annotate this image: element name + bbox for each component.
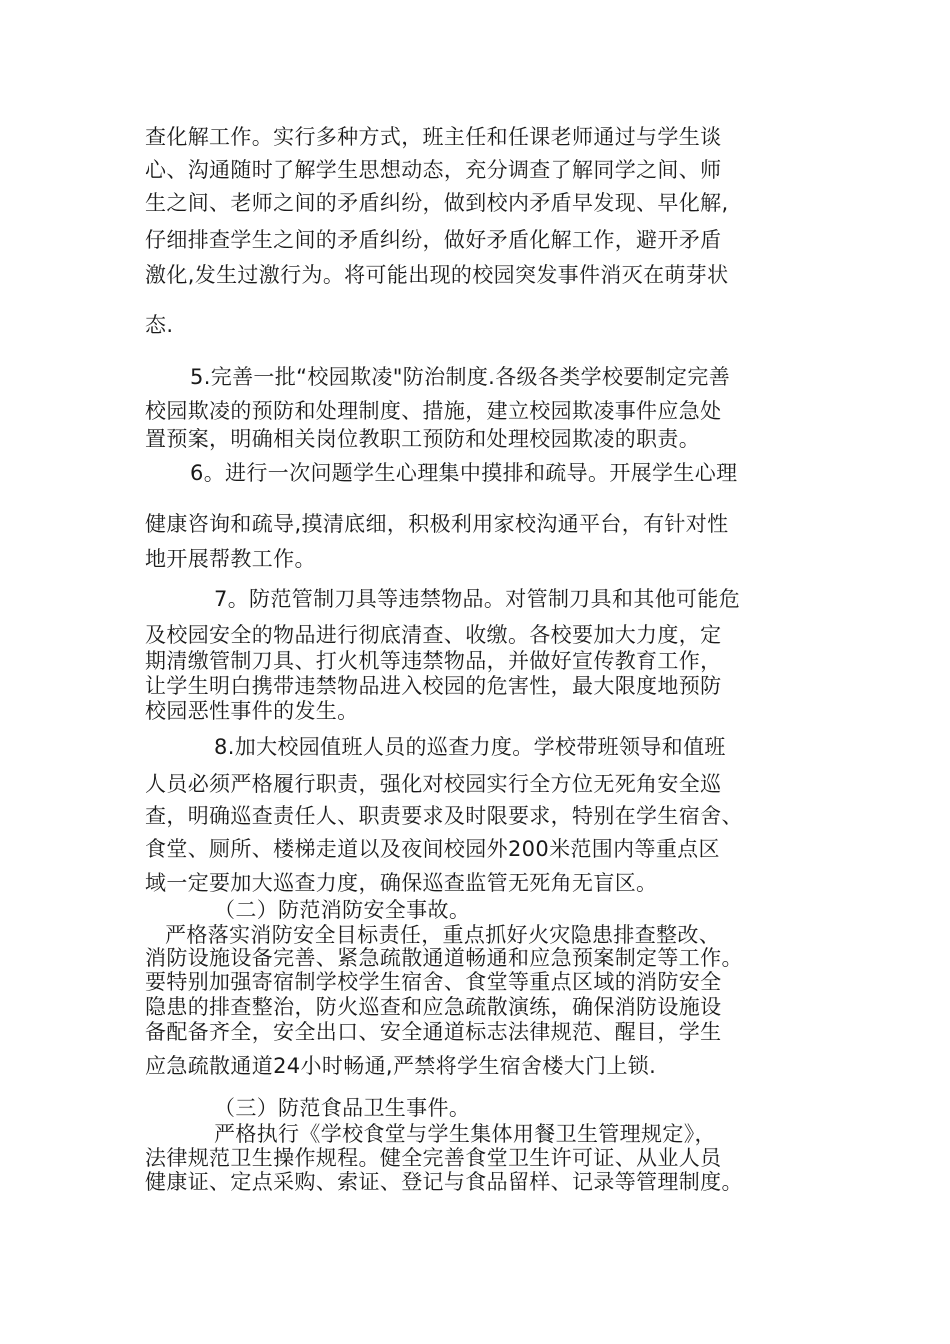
body-text-line: 法律规范卫生操作规程。健全完善食堂卫生许可证、从业人员 [145, 1146, 722, 1170]
body-text-line: 查，明确巡查责任人、职责要求及时限要求，特别在学生宿舍、 [145, 804, 743, 828]
body-text-line: 严格落实消防安全目标责任，重点抓好火灾隐患排查整改、 [165, 923, 721, 947]
section-7-heading: 7。防范管制刀具等违禁物品。对管制刀具和其他可能危 [214, 587, 741, 611]
body-text-line: 态. [145, 313, 174, 337]
body-text-line: 严格执行《学校食堂与学生集体用餐卫生管理规定》， [214, 1122, 716, 1146]
body-text-line: 健康咨询和疏导,摸清底细，积极利用家校沟通平台，有针对性 [145, 512, 729, 536]
body-text-line: 激化,发生过激行为。将可能出现的校园突发事件消灭在萌芽状 [145, 263, 729, 287]
subsection-3-heading: （三）防范食品卫生事件。 [214, 1096, 471, 1120]
body-text-line: 要特别加强寄宿制学校学生宿舍、食堂等重点区域的消防安全 [145, 970, 722, 994]
section-8-heading: 8.加大校园值班人员的巡查力度。学校带班领导和值班 [214, 735, 726, 759]
body-text-line: 消防设施设备完善、紧急疏散通道畅通和应急预案制定等工作。 [145, 946, 743, 970]
body-text-line: 仔细排查学生之间的矛盾纠纷，做好矛盾化解工作，避开矛盾 [145, 228, 722, 252]
body-text-line: 置预案，明确相关岗位教职工预防和处理校园欺凌的职责。 [145, 427, 701, 451]
section-5-heading: 5.完善一批“校园欺凌"防治制度.各级各类学校要制定完善 [190, 365, 731, 389]
body-text-line: 隐患的排查整治，防火巡查和应急疏散演练，确保消防设施设 [145, 995, 722, 1019]
body-text-line: 食堂、厕所、楼梯走道以及夜间校园外200米范围内等重点区 [145, 837, 720, 861]
body-text-line: 生之间、老师之间的矛盾纠纷，做到校内矛盾早发现、早化解, [145, 191, 729, 215]
body-text-line: 查化解工作。实行多种方式，班主任和任课老师通过与学生谈 [145, 125, 722, 149]
body-text-line: 人员必须严格履行职责，强化对校园实行全方位无死角安全巡 [145, 772, 722, 796]
body-text-line: 及校园安全的物品进行彻底清查、收缴。各校要加大力度，定 [145, 623, 722, 647]
body-text-line: 应急疏散通道24小时畅通,严禁将学生宿舍楼大门上锁. [145, 1054, 657, 1078]
body-text-line: 域一定要加大巡查力度，确保巡查监管无死角无盲区。 [145, 871, 658, 895]
body-text-line: 备配备齐全，安全出口、安全通道标志法律规范、醒目，学生 [145, 1020, 722, 1044]
body-text-line: 校园恶性事件的发生。 [145, 699, 359, 723]
section-6-heading: 6。进行一次问题学生心理集中摸排和疏导。开展学生心理 [190, 461, 738, 485]
subsection-2-heading: （二）防范消防安全事故。 [214, 898, 471, 922]
body-text-line: 健康证、定点采购、索证、登记与食品留样、记录等管理制度。 [145, 1170, 743, 1194]
body-text-line: 校园欺凌的预防和处理制度、措施，建立校园欺凌事件应急处 [145, 399, 722, 423]
body-text-line: 让学生明白携带违禁物品进入校园的危害性，最大限度地预防 [145, 674, 722, 698]
body-text-line: 期清缴管制刀具、打火机等违禁物品，并做好宣传教育工作， [145, 649, 722, 673]
body-text-line: 心、沟通随时了解学生思想动态，充分调查了解同学之间、师 [145, 158, 722, 182]
body-text-line: 地开展帮教工作。 [145, 547, 316, 571]
